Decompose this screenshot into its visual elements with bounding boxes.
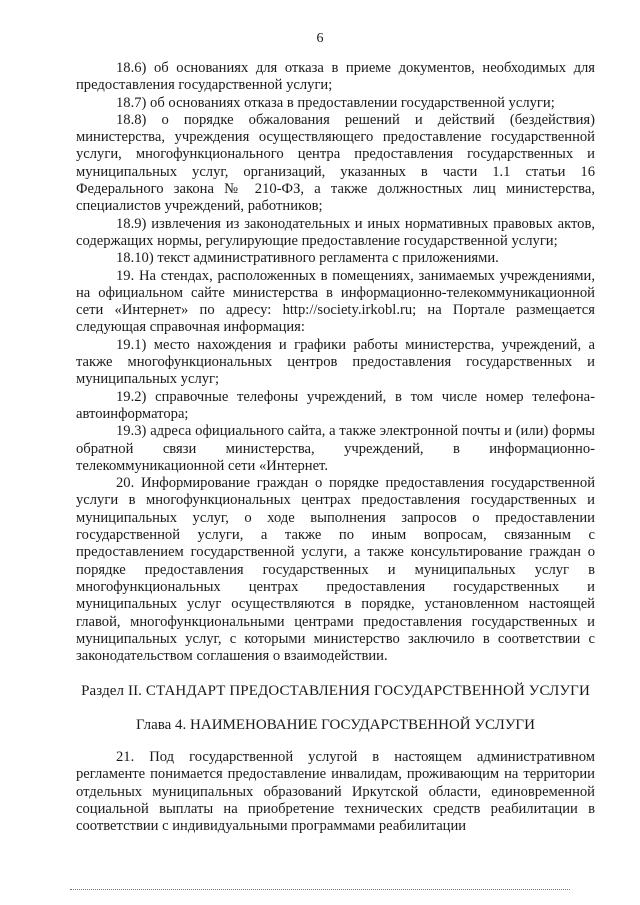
chapter-heading: Глава 4. НАИМЕНОВАНИЕ ГОСУДАРСТВЕННОЙ УСЛУГИ: [136, 716, 535, 733]
paragraph-18-9: 18.9) извлечения из законодательных и иных нормативных правовых актов, содержащих нормы, регулирующие предоставление государственной услуги;: [76, 215, 595, 249]
paragraph-19-1: 19.1) место нахождения и графики работы министерства, учреждений, а также многофункциональных центров предоставления государственных и муниципальных услуг;: [76, 336, 595, 388]
document-body: [76, 60, 595, 835]
paragraph-19-2: 19.2) справочные телефоны учреждений, в том числе номер телефона-автоинформатора;: [76, 388, 595, 422]
paragraph-18-6: 18.6) об основаниях для отказа в приеме документов, необходимых для предоставления государственной услуги;: [76, 60, 595, 94]
page-number: 6: [316, 31, 324, 46]
page-bottom-rule: [70, 889, 570, 890]
paragraph-18-10: 18.10) текст административного регламента с приложениями.: [116, 250, 499, 267]
paragraph-20: 20. Информирование граждан о порядке предоставления государственной услуги в многофункциональных центрах предоставления государственных и муниципальных услуг, о ходе выполнения запросов о предоставлении государственной услуги, а также по иным вопросам, связанным с предоставлением государственной услуги, а также консультирование граждан о порядке предоставления государственных и муниципальных услуг в многофункциональных центрах предоставления государственных и муниципальных услуг осуществляются в порядке, установленном настоящей главой, многофункциональными центрами предоставления государственных и муниципальных услуг, с которыми министерство заключило в соответствии с законодательством соглашения о взаимодействии.: [76, 475, 595, 665]
paragraph-19-3: 19.3) адреса официального сайта, а также электронной почты и (или) формы обратной связи министерства, учреждений, в информационно-телекоммуникационной сети «Интернет.: [76, 423, 595, 474]
section-heading: Раздел II. СТАНДАРТ ПРЕДОСТАВЛЕНИЯ ГОСУДАРСТВЕННОЙ УСЛУГИ: [81, 683, 590, 700]
paragraph-18-8: 18.8) о порядке обжалования решений и действий (бездействия) министерства, учреждения осуществляющего предоставление государственной услуги, многофункционального центра предоставления государственных и муниципальных услуг, организаций, указанных в части 1.1 статьи 16 Федерального закона № 210-ФЗ, а также должностных лиц министерства, специалистов учреждений, работников;: [76, 111, 595, 215]
paragraph-18-7: 18.7) об основаниях отказа в предоставлении государственной услуги;: [116, 94, 555, 111]
paragraph-19: 19. На стендах, расположенных в помещениях, занимаемых учреждениями, на официальном сайте министерства в информационно-телекоммуникационной сети «Интернет» по адресу: http://society.irkobl.ru; на Портале размещается следующая справочная информация:: [76, 267, 595, 336]
paragraph-21: 21. Под государственной услугой в настоящем административном регламенте понимается предоставление инвалидам, проживающим на территории отдельных муниципальных образований Иркутской области, единовременной социальной выплаты на приобретение технических средств реабилитации в соответствии с индивидуальными программами реабилитации: [76, 748, 595, 835]
